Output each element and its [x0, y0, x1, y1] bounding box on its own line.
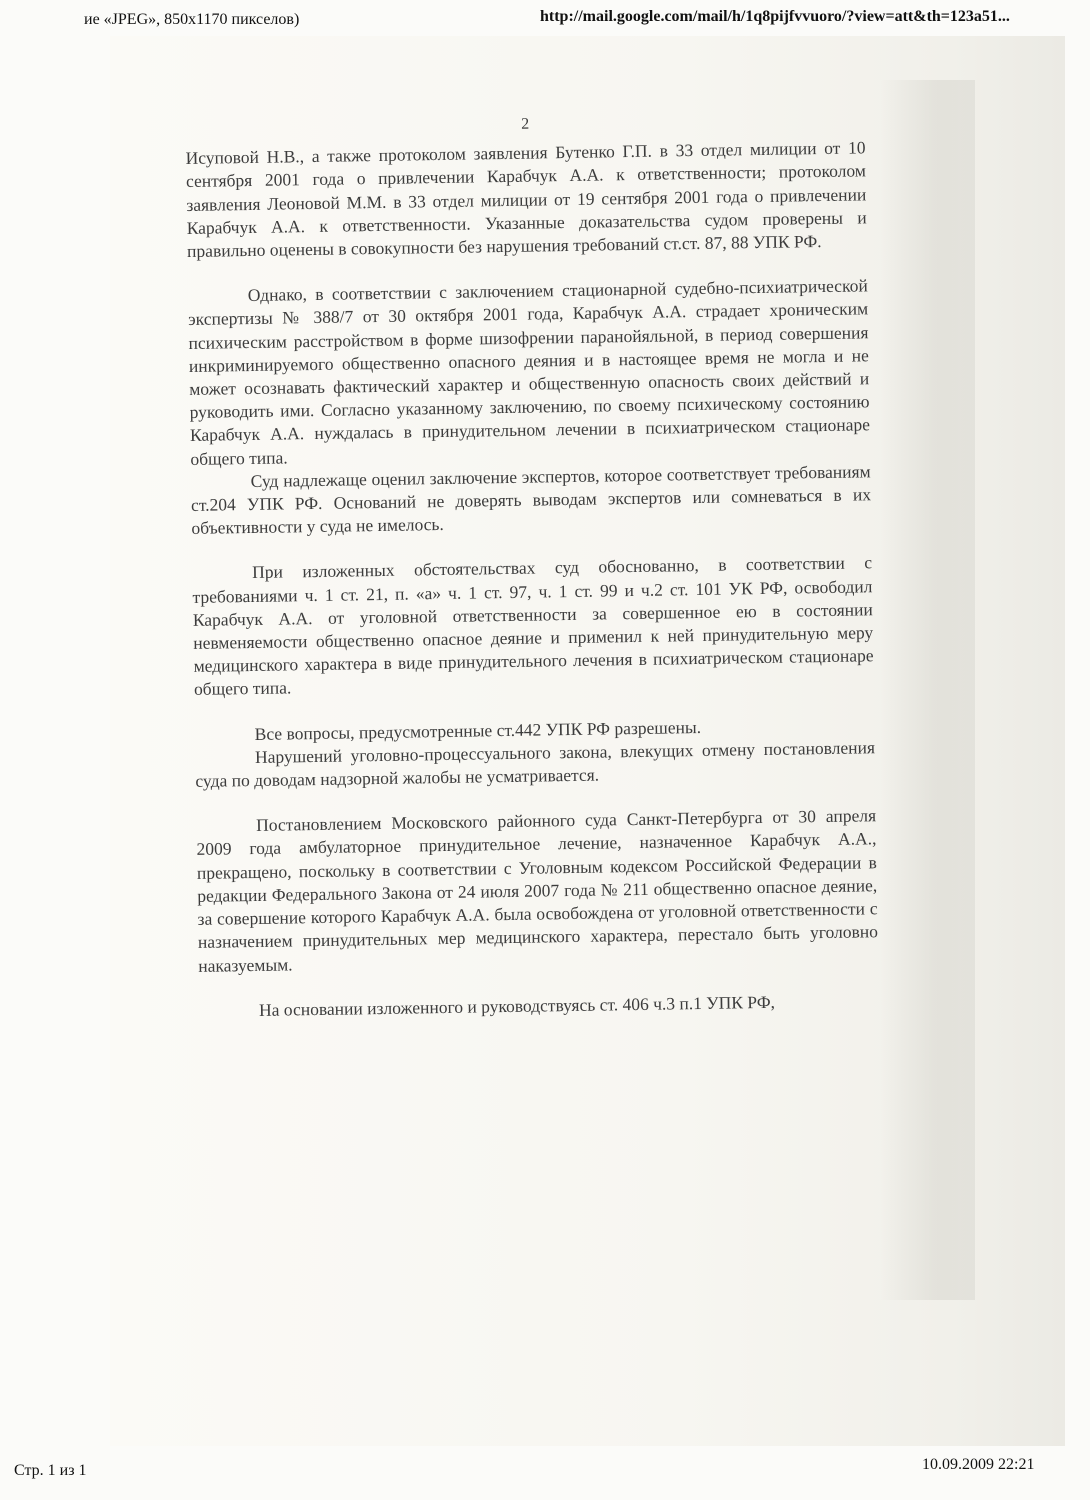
header-url: http://mail.google.com/mail/h/1q8pijfvvuoro/?view=att&th=123a51... — [540, 8, 1010, 25]
page-number: 2 — [521, 115, 530, 133]
print-header — [0, 8, 1090, 32]
paragraph-treatment-terminated: Постановлением Московского районного суда Санкт-Петербурга от 30 апреля 2009 года амбулаторное принудительное лечение, назначенное Карабчук А.А., прекращено, поскольку в соответствии с Уголовным кодексом Российской Федерации в редакции Федерального Закона от 24 июля 2007 года № 211 общественно опасное деяние, за совершение которого Карабчук А.А. была освобождена от уголовной ответственности с назначением принудительных мер медицинского характера, перестало быть уголовно наказуемым. — [196, 805, 879, 976]
footer-page-count: Стр. 1 из 1 — [14, 1462, 87, 1479]
footer-datetime: 10.09.2009 22:21 — [922, 1456, 1035, 1473]
paragraph-questions-resolved: Все вопросы, предусмотренные ст.442 УПК РФ разрешены. — [254, 716, 702, 744]
paragraph-evidence: Исуповой Н.В., а также протоколом заявления Бутенко Г.П. в 33 отдел милиции от 10 сентября 2001 года о привлечении Карабчук А.А. к ответственности; протоколом заявления Леоновой М.М. в 33 отдел милиции от 19 сентября 2001 года о привлечении Карабчук А.А. к ответственности. Указанные доказательства судом проверены и правильно оценены в совокупности без нарушения требований ст.ст. 87, 88 УПК РФ. — [185, 137, 867, 261]
paragraph-no-violations: Нарушений уголовно-процессуального закона, влекущих отмену постановления суда по доводам надзорной жалобы не усматривается. — [195, 737, 876, 791]
paragraph-expertise: Однако, в соответствии с заключением стационарной судебно-психиатрической экспертизы № 388/7 от 30 октября 2001 года, Карабчук А.А. страдает хроническим психическим расстройством в форме шизофрении паранойяльной, в период совершения инкриминируемого общественно опасного деяния и в настоящее время не могла и не может осознавать фактический характер и общественную опасность своих действий и руководить ими. Согласно указанному заключению, по своему психическому состоянию Карабчук А.А. нуждалась в принудительном лечении в психиатрическом стационаре общего типа. — [188, 275, 871, 469]
paragraph-expert-assessment: Суд надлежаще оценил заключение экспертов, которое соответствует требованиям ст.204 УПК РФ. Оснований не доверять выводам экспертов или сомневаться в их объективности у суда не имелось. — [190, 461, 872, 539]
document-body — [185, 107, 879, 1022]
header-image-info: ие «JPEG», 850x1170 пикселов) — [84, 11, 300, 28]
paragraph-conclusion: На основании изложенного и руководствуясь ст. 406 ч.3 п.1 УПК РФ, — [258, 991, 776, 1020]
paragraph-court-decision: При изложенных обстоятельствах суд обоснованно, в соответствии с требованиями ч. 1 ст. 21, п. «а» ч. 1 ст. 97, ч. 1 ст. 99 и ч.2 ст. 101 УК РФ, освободил Карабчук А.А. от уголовной ответственности за совершенное ею в состоянии невменяемости общественно опасное деяние и применил к ней принудительную меру медицинского характера в виде принудительного лечения в психиатрическом стационаре общего типа. — [192, 552, 874, 700]
scan-shadow — [880, 80, 975, 1300]
print-footer — [0, 1456, 1090, 1480]
